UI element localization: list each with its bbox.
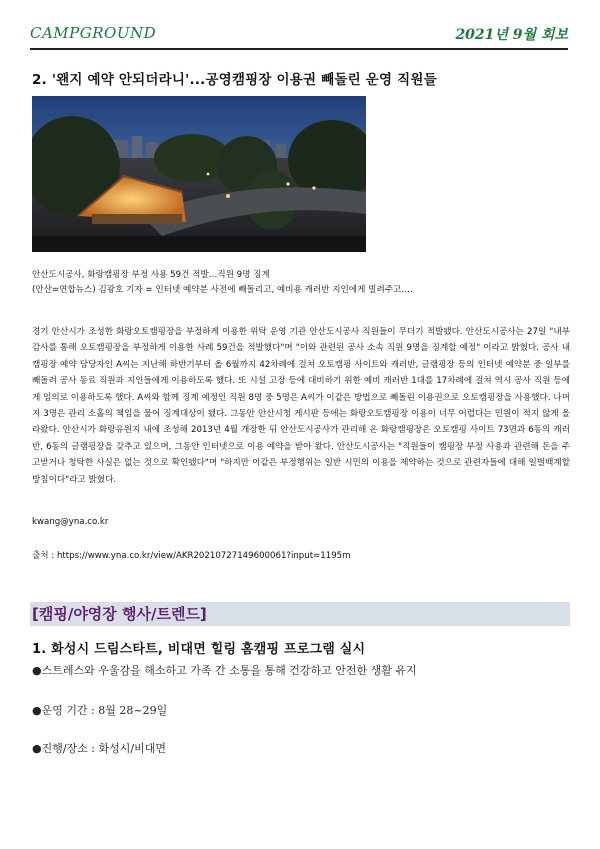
article-body: 경기 안산시가 조성한 화랑오토캠핑장을 부정하게 이용한 위탁 운영 기관 안산도시공사 직원들이 무더기 적발됐다. 안산도시공사는 27일 "내부 감사를 통해 오토캠핑장을 부정하게 이용한 사례 59건을 적발했다"며 "이와 관련된 공사 소속 직원 9명을 징계할 예정" 이라고 밝혔다. 공사 내 캠핑장 예약 담당자인 A씨는 지난해 하반기부터 올 6월까지 42차례에 걸쳐 오토캠핑 사이트와 캐러반, 글램핑장 등의 인터넷 예약분 중 일부를 빼돌려 공사 동료 직원과 지인들에게 이용하도록 했다. 또 시설 고장 등에 대비하기 위한 예비 캐러반 1대를 17차례에 걸쳐 역시 공사 직원 등에게 임의로 이용하도록 했다. A씨와 함께 징계 예정인 직원 8명 중 5명은 A씨가 이같은 방법으로 빼돌린 이용권으로 오토캠핑장을 사용했다. 나머지 3명은 관리 소홀의 책임을 물어 징계대상이 됐다. 그동안 안산시청 게시판 등에는 화랑오토캠핑장 이용이 너무 어렵다는 민원이 적지 않게 올라왔다. 안산시가 화랑유원지 내에 조성해 2013년 4월 개장한 뒤 안산도시공사가 관리해 온 화랑캠핑장은 오토캠핑 사이트 73면과 6동의 캐러반, 6동의 글램핑장을 갖추고 있으며, 그동안 인터넷으로 이용 예약을 받아 왔다. 안산도시공사는 "직원들이 캠핑장 부정 사용과 관련해 돈을 주고받거나 청탁한 사실은 없는 것으로 확인됐다"며 "하지만 이같은 부정행위는 일반 시민의 이용을 제약하는 것으로 관련자들에 대해 일벌백계할 방침이다"라고 밝혔다. bbox=[32, 327, 570, 485]
photo-caption bbox=[32, 268, 413, 298]
campsite-photo bbox=[32, 96, 366, 252]
caption-byline: (안산=연합뉴스) 김광호 기자 = 인터넷 예약분 사전에 빼돌리고, 예비용 캐러반 지인에게 빌려주고…. bbox=[32, 285, 413, 295]
article-title: 2. '왠지 예약 안되더라니'...공영캠핑장 이용권 빼돌린 운영 직원들 bbox=[32, 72, 437, 88]
bullet-location: ●진행/장소 : 화성시/비대면 bbox=[32, 742, 166, 755]
source-link: 출처 : https://www.yna.co.kr/view/AKR20210727149600061?input=1195m bbox=[32, 551, 351, 561]
bullet-purpose: ●스트레스와 우울감을 해소하고 가족 간 소통을 통해 건강하고 안전한 생활 유지 bbox=[32, 664, 417, 677]
section-heading-bar bbox=[30, 602, 570, 626]
brand-title: CAMPGROUND bbox=[30, 24, 157, 42]
bullet-period: ●운영 기간 : 8월 28~29일 bbox=[32, 704, 168, 717]
section-heading: [캠핑/야영장 행사/트렌드] bbox=[32, 605, 207, 623]
caption-headline: 안산도시공사, 화랑캠핑장 부정 사용 59건 적발…직원 9명 징계 bbox=[32, 270, 270, 280]
event-title: 1. 화성시 드림스타트, 비대면 힐링 홈캠핑 프로그램 실시 bbox=[32, 642, 366, 657]
reporter-email: kwang@yna.co.kr bbox=[32, 517, 109, 527]
issue-label: 2021년 9월 회보 bbox=[455, 27, 568, 43]
page-header bbox=[30, 22, 568, 50]
